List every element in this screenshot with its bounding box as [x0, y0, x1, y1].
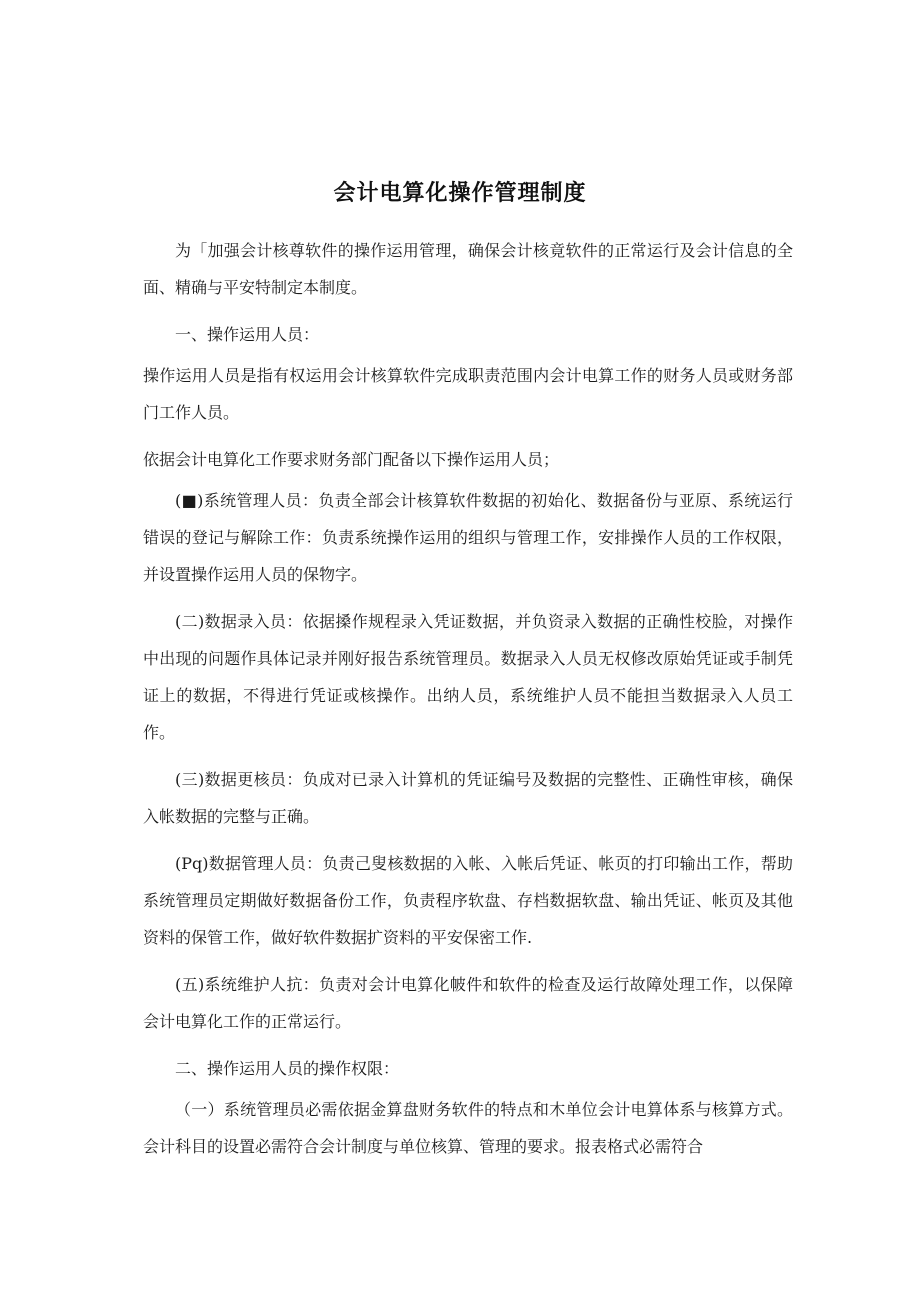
paragraph-intro: 为「加强会计核尊软件的操作运用管理，确保会计核竟软件的正常运行及会计信息的全面、精确与平安特制定本制度。: [143, 241, 793, 297]
document-title: 会计电算化操作管理制度: [333, 181, 587, 206]
document-body: [143, 232, 793, 1175]
paragraph-section1-requirement: 依据会计电算化工作要求财务部门配备以下操作运用人员；: [143, 450, 560, 469]
paragraph-section2-item1: （一）系统管理员必需依据金算盘财务软件的特点和木单位会计电算体系与核算方式。会计科目的设置必需符合会计制度与单位核算、管理的要求。报表格式必需符合: [143, 1100, 793, 1156]
paragraph-role-system-admin: (■)系统管理人员：负责全部会计核算软件数据的初始化、数据备份与亚原、系统运行错误的登记与解除工作：负责系统操作运用的组织与管理工作，安排操作人员的工作权限，并设置操作运用人员的保物字。: [143, 491, 793, 584]
paragraph-role-data-management: (Pq)数据管理人员：负责己叟核数据的入帐、入帐后凭证、帐页的打印输出工作，帮助系统管理员定期做好数据备份工作，负责程序软盘、存档数据软盘、输出凭证、帐页及其他资料的保管工作，做好软件数据扩资料的平安保密工作.: [143, 854, 793, 947]
paragraph-role-data-entry: (二)数据录入员：依据搡作规程录入凭证数据，并负资录入数据的正确性校脸，对操作中出现的问题作具体记录并刚好报告系统管理员。数据录入人员无权修改原始凭证或手制凭证上的数据，不得进行凭证或核操作。出纳人员，系统维护人员不能担当数据录入人员工作。: [143, 612, 793, 742]
paragraph-role-data-review: (三)数据更核员：负成对已录入计算机的凭证编号及数据的完整性、正确性审核，确保入帐数据的完整与正确。: [143, 770, 793, 826]
paragraph-role-system-maintenance: (五)系统维护人抗：负责对会计电算化帔件和软件的检查及运行故障处理工作，以保障会计电算化工作的正常运行。: [143, 975, 793, 1031]
paragraph-section1-definition: 操作运用人员是指有权运用会计核算软件完成职责范围内会计电算工作的财务人员或财务部门工作人员。: [143, 366, 793, 422]
section-heading-1: 一、操作运用人员：: [175, 325, 320, 344]
section-heading-2: 二、操作运用人员的操作权限：: [175, 1059, 400, 1078]
